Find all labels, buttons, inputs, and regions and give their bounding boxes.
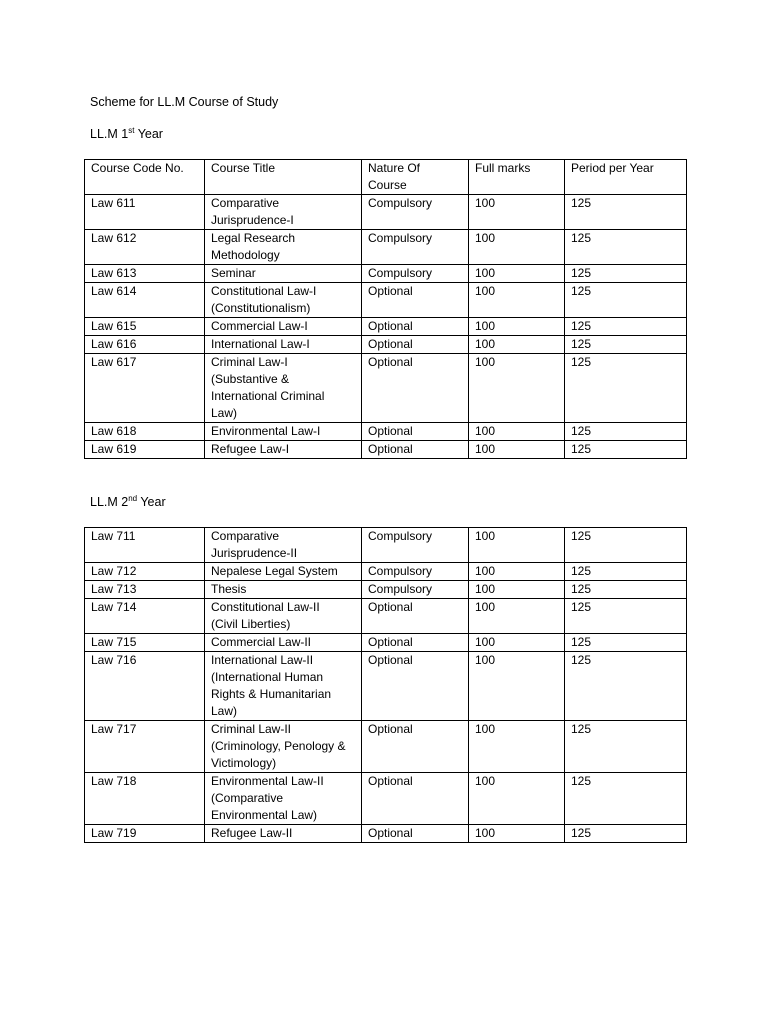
course-title-cell: Commercial Law-I [205,318,362,336]
course-code-cell: Law 614 [85,283,205,318]
course-nature-cell: Optional [362,634,469,652]
course-nature-cell: Compulsory [362,195,469,230]
course-nature-cell: Optional [362,599,469,634]
full-marks-cell: 100 [469,441,565,459]
course-code-cell: Law 719 [85,825,205,843]
period-cell: 125 [565,195,687,230]
table-row [85,528,687,563]
header-nature-of-course: Nature Of Course [362,160,469,195]
course-title-cell: Comparative Jurisprudence-II [205,528,362,563]
header-course-code: Course Code No. [85,160,205,195]
course-code-cell: Law 714 [85,599,205,634]
course-title-cell: Constitutional Law-I (Constitutionalism) [205,283,362,318]
course-title-cell: Refugee Law-II [205,825,362,843]
year1-course-table [84,159,687,459]
full-marks-cell: 100 [469,599,565,634]
year1-heading-ordinal: st [128,125,135,135]
table-row [85,283,687,318]
table-row [85,336,687,354]
table-row [85,195,687,230]
full-marks-cell: 100 [469,283,565,318]
course-title-cell: Legal Research Methodology [205,230,362,265]
course-code-cell: Law 612 [85,230,205,265]
course-nature-cell: Optional [362,354,469,423]
course-nature-cell: Optional [362,652,469,721]
course-title-cell: Constitutional Law-II (Civil Liberties) [205,599,362,634]
course-nature-cell: Optional [362,721,469,773]
period-cell: 125 [565,634,687,652]
course-nature-cell: Optional [362,773,469,825]
period-cell: 125 [565,825,687,843]
full-marks-cell: 100 [469,354,565,423]
course-code-cell: Law 613 [85,265,205,283]
table-row [85,825,687,843]
period-cell: 125 [565,721,687,773]
course-code-cell: Law 619 [85,441,205,459]
course-title-cell: Criminal Law-II (Criminology, Penology & Victimology) [205,721,362,773]
full-marks-cell: 100 [469,581,565,599]
year2-heading-ordinal: nd [128,493,138,503]
table-row [85,634,687,652]
full-marks-cell: 100 [469,563,565,581]
year2-heading [90,494,166,510]
period-cell: 125 [565,230,687,265]
year1-heading-prefix: LL.M 1 [90,127,129,141]
course-code-cell: Law 712 [85,563,205,581]
full-marks-cell: 100 [469,721,565,773]
course-nature-cell: Optional [362,441,469,459]
course-code-cell: Law 711 [85,528,205,563]
year1-heading-suffix: Year [134,127,163,141]
course-title-cell: Environmental Law-I [205,423,362,441]
header-course-title: Course Title [205,160,362,195]
course-title-cell: Seminar [205,265,362,283]
full-marks-cell: 100 [469,773,565,825]
table-row [85,354,687,423]
full-marks-cell: 100 [469,230,565,265]
course-nature-cell: Compulsory [362,265,469,283]
course-nature-cell: Optional [362,283,469,318]
course-title-cell: Refugee Law-I [205,441,362,459]
course-title-cell: Comparative Jurisprudence-I [205,195,362,230]
table-row [85,441,687,459]
course-nature-cell: Optional [362,318,469,336]
course-nature-cell: Compulsory [362,563,469,581]
course-title-cell: International Law-I [205,336,362,354]
table-row [85,652,687,721]
header-period-per-year: Period per Year [565,160,687,195]
period-cell: 125 [565,318,687,336]
course-title-cell: International Law-II (International Human Rights & Humanitarian Law) [205,652,362,721]
course-code-cell: Law 611 [85,195,205,230]
year2-heading-prefix: LL.M 2 [90,495,129,509]
full-marks-cell: 100 [469,318,565,336]
year2-heading-suffix: Year [137,495,166,509]
full-marks-cell: 100 [469,423,565,441]
course-title-cell: Criminal Law-I (Substantive & International Criminal Law) [205,354,362,423]
course-title-cell: Nepalese Legal System [205,563,362,581]
period-cell: 125 [565,441,687,459]
table-header-row [85,160,687,195]
period-cell: 125 [565,265,687,283]
full-marks-cell: 100 [469,634,565,652]
table-row [85,318,687,336]
period-cell: 125 [565,354,687,423]
full-marks-cell: 100 [469,652,565,721]
full-marks-cell: 100 [469,336,565,354]
course-code-cell: Law 616 [85,336,205,354]
period-cell: 125 [565,652,687,721]
period-cell: 125 [565,283,687,318]
table-row [85,773,687,825]
period-cell: 125 [565,581,687,599]
course-nature-cell: Optional [362,825,469,843]
full-marks-cell: 100 [469,265,565,283]
course-title-cell: Environmental Law-II (Comparative Environmental Law) [205,773,362,825]
table-row [85,423,687,441]
course-title-cell: Commercial Law-II [205,634,362,652]
full-marks-cell: 100 [469,825,565,843]
document-title: Scheme for LL.M Course of Study [90,95,279,109]
table-row [85,581,687,599]
course-code-cell: Law 615 [85,318,205,336]
course-code-cell: Law 618 [85,423,205,441]
period-cell: 125 [565,336,687,354]
full-marks-cell: 100 [469,528,565,563]
course-nature-cell: Compulsory [362,230,469,265]
period-cell: 125 [565,528,687,563]
course-code-cell: Law 716 [85,652,205,721]
table-row [85,599,687,634]
course-nature-cell: Compulsory [362,581,469,599]
course-title-cell: Thesis [205,581,362,599]
course-nature-cell: Optional [362,423,469,441]
year1-heading [90,126,163,142]
period-cell: 125 [565,563,687,581]
course-code-cell: Law 715 [85,634,205,652]
table-row [85,563,687,581]
course-code-cell: Law 718 [85,773,205,825]
year2-course-table [84,527,687,843]
header-full-marks: Full marks [469,160,565,195]
period-cell: 125 [565,599,687,634]
table-row [85,230,687,265]
course-code-cell: Law 717 [85,721,205,773]
table-row [85,721,687,773]
course-code-cell: Law 617 [85,354,205,423]
course-code-cell: Law 713 [85,581,205,599]
period-cell: 125 [565,773,687,825]
full-marks-cell: 100 [469,195,565,230]
table-row [85,265,687,283]
period-cell: 125 [565,423,687,441]
course-nature-cell: Optional [362,336,469,354]
course-nature-cell: Compulsory [362,528,469,563]
